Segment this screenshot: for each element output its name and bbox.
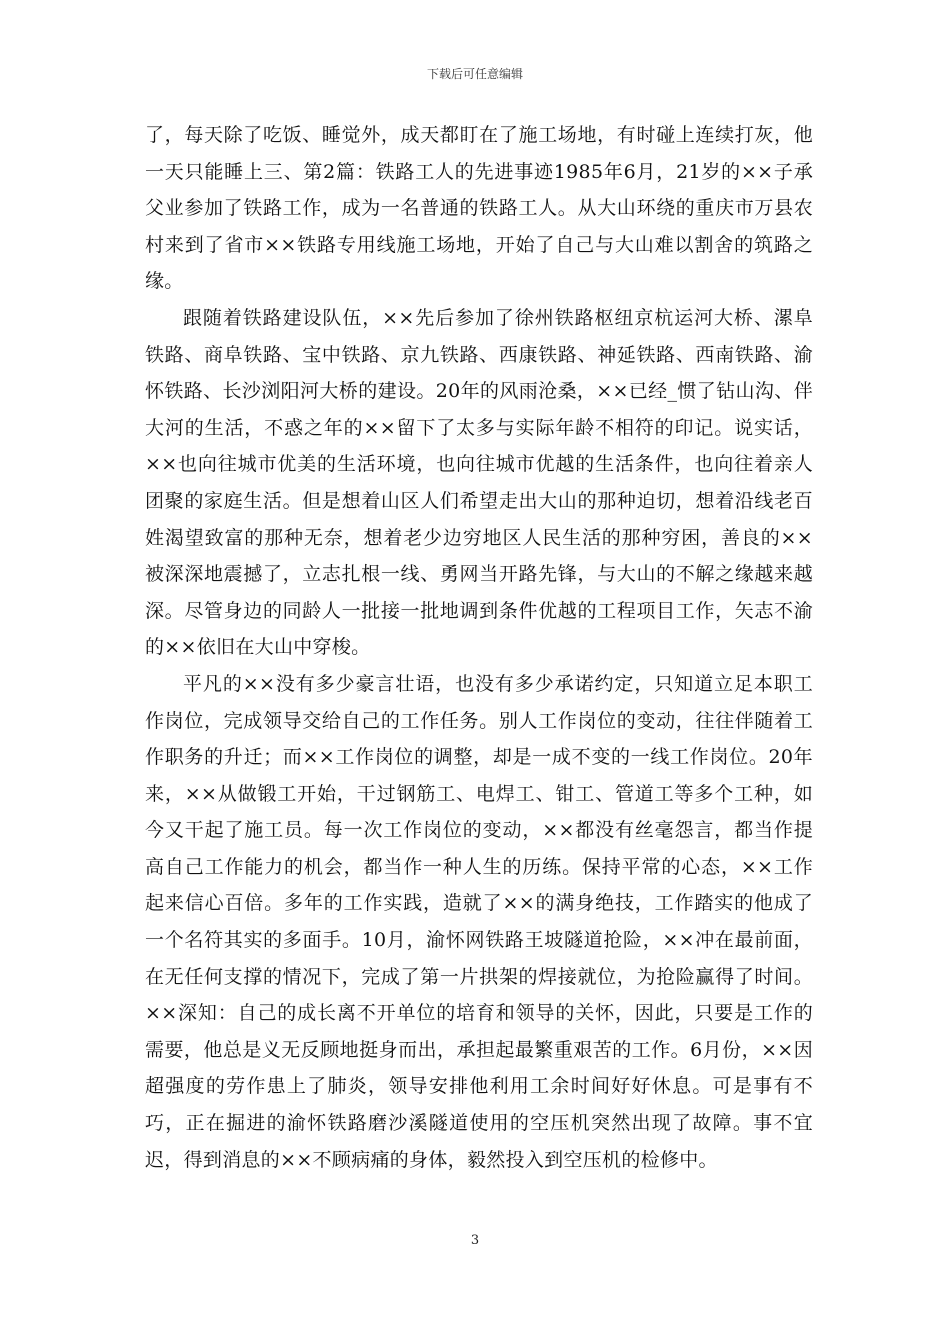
paragraph-3: 平凡的××没有多少豪言壮语，也没有多少承诺约定，只知道立足本职工作岗位，完成领导交给自己的工作任务。别人工作岗位的变动，往往伴随着工作职务的升迁；而××工作岗位的调整，却是一成不变的一线工作岗位。20年来，××从做锻工开始，干过钢筋工、电焊工、钳工、管道工等多个工种，如今又干起了施工员。每一次工作岗位的变动，××都没有丝毫怨言，都当作提高自己工作能力的机会，都当作一种人生的历练。保持平常的心态，××工作起来信心百倍。多年的工作实践，造就了××的满身绝技，工作踏实的他成了一个名符其实的多面手。10月，渝怀网铁路王坡隧道抢险，××冲在最前面，在无任何支撑的情况下，完成了第一片拱架的焊接就位，为抢险赢得了时间。××深知：自己的成长离不开单位的培育和领导的关怀，因此，只要是工作的需要，他总是义无反顾地挺身而出，承担起最繁重艰苦的工作。6月份，××因超强度的劳作患上了肺炎，领导安排他利用工余时间好好休息。可是事有不巧，正在掘进的渝怀铁路磨沙溪隧道使用的空压机突然出现了故障。事不宜迟，得到消息的××不顾病痛的身体，毅然投入到空压机的检修中。 [145,672,813,1171]
document-body [145,117,813,1178]
page-header: 下载后可任意编辑 [426,67,523,81]
page-number: 3 [470,1233,480,1248]
paragraph-2: 跟随着铁路建设队伍，××先后参加了徐州铁路枢纽京杭运河大桥、漯阜铁路、商阜铁路、宝中铁路、京九铁路、西康铁路、神延铁路、西南铁路、渝怀铁路、长沙浏阳河大桥的建设。20年的风雨沧桑，××已经_惯了钻山沟、伴大河的生活，不惑之年的××留下了太多与实际年龄不相符的印记。说实话，××也向往城市优美的生活环境，也向往城市优越的生活条件，也向往着亲人团聚的家庭生活。但是想着山区人们希望走出大山的那种迫切，想着沿线老百姓渴望致富的那种无奈，想着老少边穷地区人民生活的那种穷困，善良的××被深深地震撼了，立志扎根一线、勇网当开路先锋，与大山的不解之缘越来越深。尽管身边的同龄人一批接一批地调到条件优越的工程项目工作，矢志不渝的××依旧在大山中穿梭。 [145,306,813,659]
paragraph-1: 了，每天除了吃饭、睡觉外，成天都盯在了施工场地，有时碰上连续打灰，他一天只能睡上三、第2篇：铁路工人的先进事迹1985年6月，21岁的××子承父业参加了铁路工作，成为一名普通的铁路工人。从大山环绕的重庆市万县农村来到了省市××铁路专用线施工场地，开始了自己与大山难以割舍的筑路之缘。 [145,124,813,293]
